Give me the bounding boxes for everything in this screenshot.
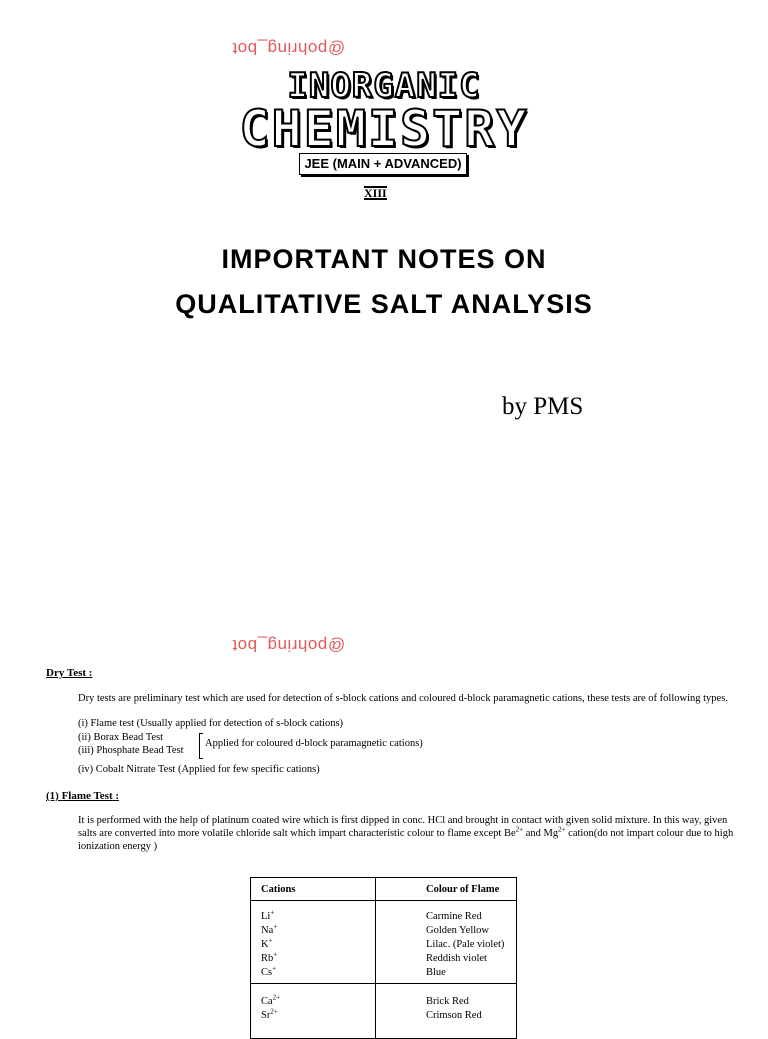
watermark-top: @pohring_bot: [232, 39, 346, 58]
ion-symbol: Na: [261, 925, 274, 936]
be-charge: 2+: [515, 825, 524, 834]
flame-text-a: It is performed with the help of platinum coated wire which is first dipped in conc. HCl and brought in contact with given solid mixture. In this way, given salts are converted into more volatile chloride salt which impart characteristic colour to flame except Be: [78, 815, 728, 839]
class-label: XIII: [364, 186, 387, 200]
flame-test-paragraph: [78, 814, 746, 853]
ion-charge: +: [273, 950, 278, 959]
flame-colour-cs: Blue: [426, 967, 446, 978]
ion-symbol: Cs: [261, 967, 273, 978]
byline: by PMS: [502, 393, 584, 420]
flame-text-b: and Mg: [523, 828, 559, 839]
table-header-divider: [251, 900, 516, 901]
ion-symbol: Ca: [261, 996, 273, 1007]
watermark-bottom: @pohring_bot: [232, 636, 346, 655]
ion-charge: +: [268, 936, 273, 945]
ion-symbol: Sr: [261, 1010, 271, 1021]
cation-cs: [261, 966, 276, 980]
cation-k: [261, 938, 273, 952]
title-inorganic: INORGANIC: [287, 66, 481, 106]
ion-symbol: Rb: [261, 953, 274, 964]
exam-box: JEE (MAIN + ADVANCED): [299, 153, 467, 175]
flame-test-title: [46, 790, 119, 802]
flame-colour-rb: Reddish violet: [426, 953, 487, 964]
table-header-cations: Cations: [261, 884, 296, 895]
table-group-divider: [251, 983, 516, 984]
flame-text-c: cation(do not impart colour due to high ionization energy ): [78, 828, 734, 852]
list-item-phosphate: (iii) Phosphate Bead Test: [78, 745, 184, 756]
list-item-flame: (i) Flame test (Usually applied for detection of s-block cations): [78, 718, 344, 729]
title-chemistry: CHEMISTRY: [239, 100, 529, 158]
ion-charge: +: [272, 964, 277, 973]
list-item-cobalt: (iv) Cobalt Nitrate Test (Applied for few specific cations): [78, 764, 320, 775]
flame-colour-ca: Brick Red: [426, 996, 469, 1007]
dry-test-title: [46, 667, 92, 679]
ion-charge: +: [270, 908, 275, 917]
mg-charge: 2+: [558, 825, 566, 834]
ion-symbol: Li: [261, 911, 271, 922]
dry-test-title-text: Dry Test: [46, 667, 87, 679]
list-item-borax: (ii) Borax Bead Test: [78, 732, 164, 743]
ion-charge: +: [273, 922, 278, 931]
flame-test-title-text: (1) Flame Test: [46, 790, 113, 802]
flame-colour-k: Lilac. (Pale violet): [426, 939, 505, 950]
table-header-colour: Colour of Flame: [426, 884, 500, 895]
heading-line-2: QUALITATIVE SALT ANALYSIS: [175, 289, 593, 319]
heading-line-1: IMPORTANT NOTES ON: [221, 244, 547, 274]
bracket-note: Applied for coloured d-block paramagnetic cations): [205, 738, 423, 749]
ion-charge: 2+: [272, 993, 281, 1002]
ion-charge: 2+: [270, 1007, 278, 1016]
bracket-mark: [199, 733, 203, 759]
cation-sr: [261, 1009, 278, 1023]
flame-colour-table: [250, 877, 517, 1039]
flame-colour-sr: Crimson Red: [426, 1010, 482, 1021]
flame-colour-na: Golden Yellow: [426, 925, 490, 936]
dry-test-intro: Dry tests are preliminary test which are used for detection of s-block cations and coloured d-block paramagnetic cations, these tests are of following types.: [78, 693, 728, 704]
table-column-divider: [375, 878, 376, 1038]
ion-symbol: K: [261, 939, 269, 950]
dry-test-title-colon: :: [86, 667, 93, 679]
flame-test-title-colon: :: [112, 790, 120, 802]
flame-colour-li: Carmine Red: [426, 911, 482, 922]
